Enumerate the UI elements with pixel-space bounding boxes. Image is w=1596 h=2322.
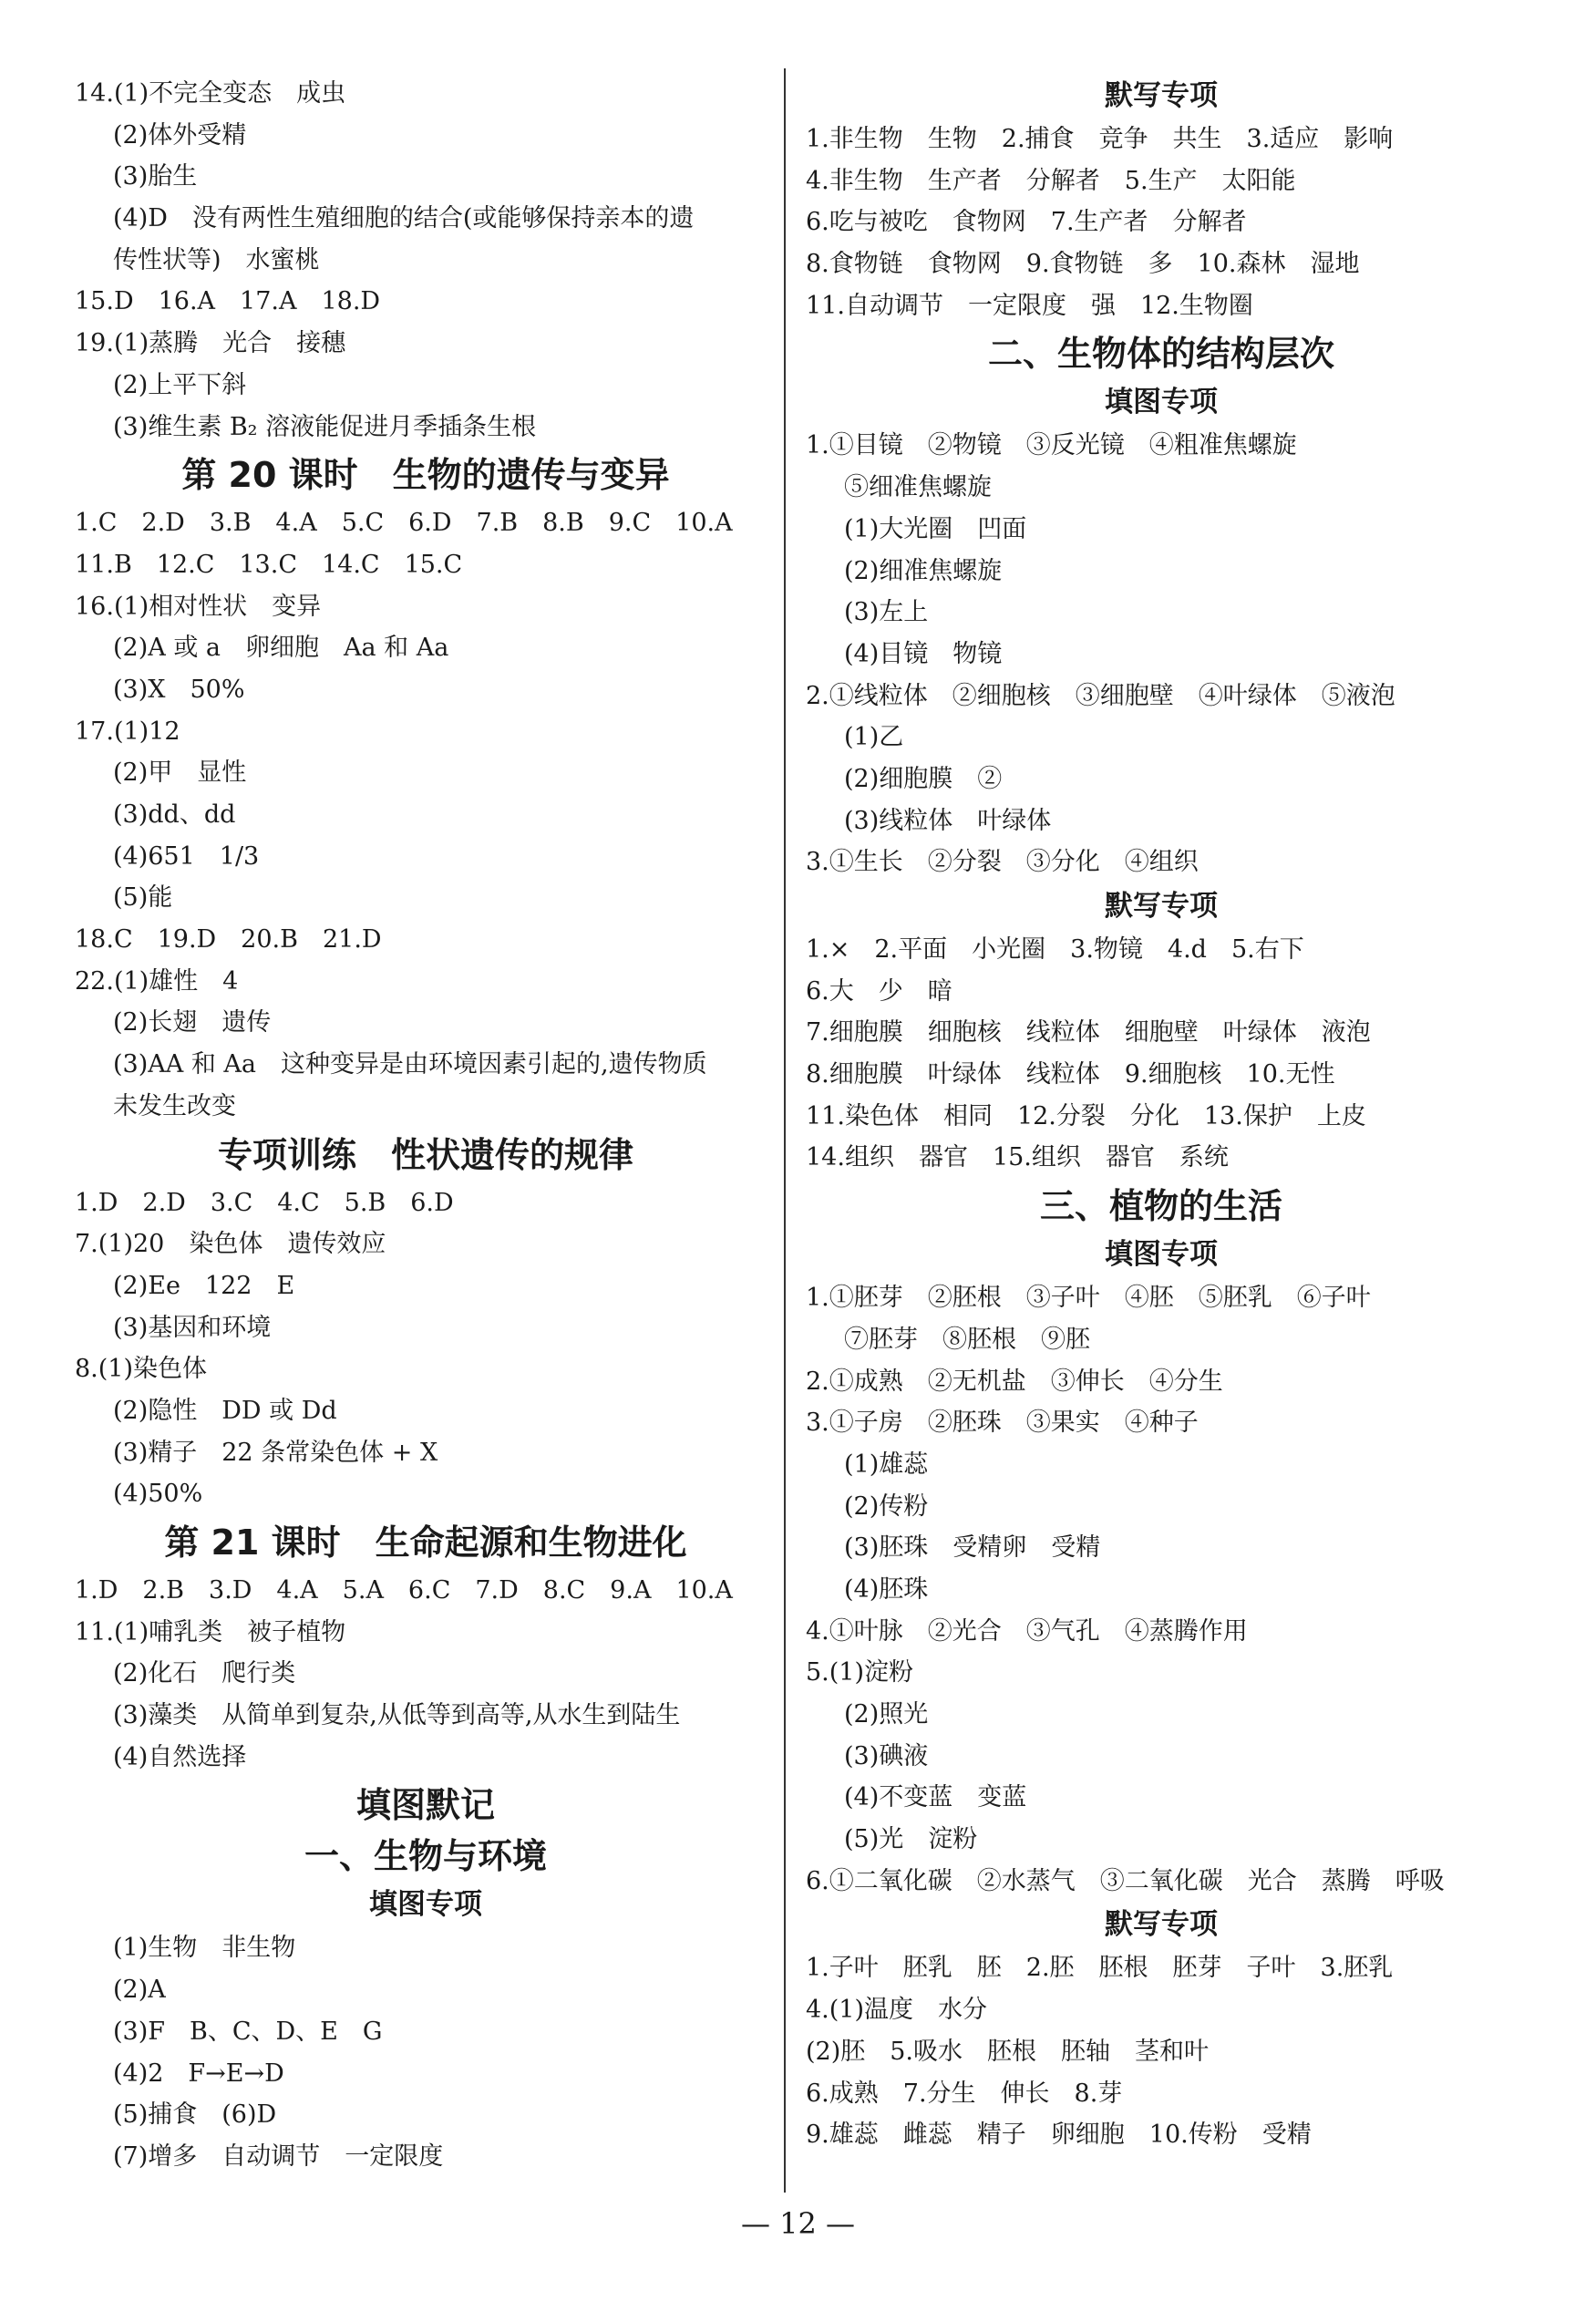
- left-column: [75, 73, 777, 2178]
- answer-subline: (2)传粉: [844, 1491, 929, 1521]
- answer-subline: (4)不变蓝 变蓝: [844, 1783, 1027, 1812]
- answer-line: 9.雄蕊 雌蕊 精子 卵细胞 10.传粉 受精: [806, 2121, 1312, 2150]
- section-heading: 一、生物与环境: [304, 1836, 547, 1877]
- answer-subline: (7)增多 自动调节 一定限度: [113, 2141, 444, 2171]
- answer-line: 1.①胚芽 ②胚根 ③子叶 ④胚 ⑤胚乳 ⑥子叶: [806, 1284, 1371, 1313]
- answer-subline: (3)线粒体 叶绿体: [844, 806, 1052, 835]
- answer-line: 1.× 2.平面 小光圈 3.物镜 4.d 5.右下: [806, 935, 1304, 964]
- answer-line: 1.D 2.B 3.D 4.A 5.A 6.C 7.D 8.C 9.A 10.A: [75, 1576, 733, 1605]
- answer-line: 2.①成熟 ②无机盐 ③伸长 ④分生: [806, 1367, 1223, 1396]
- right-column: [806, 73, 1517, 2156]
- answer-subline: (3)X 50%: [113, 675, 245, 704]
- answer-subline: ⑦胚芽 ⑧胚根 ⑨胚: [844, 1325, 1090, 1354]
- answer-subline: ⑤细准焦螺旋: [844, 473, 992, 502]
- answer-subline: (2)照光: [844, 1700, 929, 1729]
- answer-subline: (2)Ee 122 E: [113, 1271, 295, 1300]
- subsection-heading: 填图专项: [1105, 386, 1218, 419]
- answer-line: 1.D 2.D 3.C 4.C 5.B 6.D: [75, 1188, 454, 1217]
- answer-line: 1.①目镜 ②物镜 ③反光镜 ④粗准焦螺旋: [806, 431, 1297, 460]
- answer-subline: (2)化石 爬行类: [113, 1659, 296, 1688]
- answer-subline: (3)维生素 B₂ 溶液能促进月季插条生根: [113, 412, 537, 441]
- answer-subline: (4)2 F→E→D: [113, 2059, 284, 2088]
- answer-line: 16.(1)相对性状 变异: [75, 592, 322, 621]
- answer-subline: (4)50%: [113, 1480, 203, 1509]
- answer-line: 1.非生物 生物 2.捕食 竞争 共生 3.适应 影响: [806, 125, 1394, 153]
- answer-line: 8.食物链 食物网 9.食物链 多 10.森林 湿地: [806, 250, 1360, 279]
- answer-subline: (2)甲 显性: [113, 759, 247, 788]
- answer-subline: (2)A: [113, 1976, 166, 2005]
- subsection-heading: 默写专项: [1105, 1908, 1218, 1942]
- subsection-heading: 默写专项: [1105, 79, 1218, 112]
- answer-line: 7.细胞膜 细胞核 线粒体 细胞壁 叶绿体 液泡: [806, 1018, 1371, 1047]
- answer-subline: (1)乙: [844, 723, 904, 752]
- answer-line: 18.C 19.D 20.B 21.D: [75, 925, 382, 955]
- answer-line: 3.①子房 ②胚珠 ③果实 ④种子: [806, 1409, 1199, 1438]
- answer-line: 8.细胞膜 叶绿体 线粒体 9.细胞核 10.无性: [806, 1060, 1335, 1089]
- answer-line: 6.吃与被吃 食物网 7.生产者 分解者: [806, 208, 1247, 237]
- answer-subline: (2)细胞膜 ②: [844, 764, 1003, 793]
- section-heading: 填图默记: [355, 1785, 495, 1826]
- answer-subline: (5)光 淀粉: [844, 1825, 978, 1854]
- answer-line: 4.(1)温度 水分: [806, 1996, 988, 2025]
- answer-subline: (2)上平下斜: [113, 370, 247, 399]
- answer-line: 11.自动调节 一定限度 强 12.生物圈: [806, 291, 1253, 320]
- answer-subline: (2)隐性 DD 或 Dd: [113, 1396, 337, 1425]
- answer-line: 7.(1)20 染色体 遗传效应: [75, 1230, 386, 1259]
- answer-subline: (2)细准焦螺旋: [844, 556, 1003, 585]
- answer-subline: 传性状等) 水蜜桃: [113, 245, 320, 274]
- answer-subline: (3)胎生: [113, 162, 198, 191]
- answer-line: 15.D 16.A 17.A 18.D: [75, 287, 381, 316]
- answer-subline: (3)基因和环境: [113, 1313, 272, 1342]
- answer-line: (2)胚 5.吸水 胚根 胚轴 茎和叶: [806, 2037, 1210, 2066]
- answer-line: 19.(1)蒸腾 光合 接穗: [75, 329, 346, 358]
- answer-line: 8.(1)染色体: [75, 1355, 208, 1384]
- answer-line: 17.(1)12: [75, 717, 180, 746]
- answer-subline: (4)胚珠: [844, 1574, 929, 1604]
- section-heading: 专项训练 性状遗传的规律: [217, 1134, 633, 1175]
- answer-subline: (2)体外受精: [113, 120, 247, 150]
- answer-line: 2.①线粒体 ②细胞核 ③细胞壁 ④叶绿体 ⑤液泡: [806, 681, 1395, 710]
- section-heading: 二、生物体的结构层次: [987, 334, 1334, 375]
- answer-subline: (3)F B、C、D、E G: [113, 2017, 383, 2046]
- answer-line: 1.子叶 胚乳 胚 2.胚 胚根 胚芽 子叶 3.胚乳: [806, 1954, 1394, 1983]
- answer-line: 14.(1)不完全变态 成虫: [75, 79, 346, 108]
- answer-subline: (3)AA 和 Aa 这种变异是由环境因素引起的,遗传物质: [113, 1050, 707, 1079]
- answer-subline: 未发生改变: [113, 1091, 236, 1120]
- page-number: — 12 —: [740, 2206, 856, 2241]
- answer-subline: (2)长翅 遗传: [113, 1008, 272, 1037]
- answer-subline: (3)左上: [844, 598, 929, 627]
- section-heading: 三、植物的生活: [1039, 1186, 1282, 1227]
- section-heading: 第 21 课时 生命起源和生物进化: [164, 1522, 687, 1563]
- answer-line: 22.(1)雄性 4: [75, 966, 239, 996]
- answer-subline: (3)精子 22 条常染色体 + X: [113, 1438, 438, 1467]
- answer-subline: (1)大光圈 凹面: [844, 514, 1027, 543]
- answer-subline: (4)目镜 物镜: [844, 639, 1003, 668]
- answer-line: 11.染色体 相同 12.分裂 分化 13.保护 上皮: [806, 1101, 1366, 1130]
- answer-subline: (1)雄蕊: [844, 1450, 929, 1479]
- answer-subline: (1)生物 非生物: [113, 1934, 296, 1963]
- answer-subline: (3)碘液: [844, 1741, 929, 1770]
- answer-line: 6.成熟 7.分生 伸长 8.芽: [806, 2079, 1123, 2108]
- answer-subline: (2)A 或 a 卵细胞 Aa 和 Aa: [113, 634, 449, 663]
- answer-subline: (4)自然选择: [113, 1742, 247, 1771]
- subsection-heading: 填图专项: [1105, 1238, 1218, 1272]
- subsection-heading: 默写专项: [1105, 890, 1218, 923]
- answer-line: 4.非生物 生产者 分解者 5.生产 太阳能: [806, 166, 1296, 195]
- answer-line: 6.①二氧化碳 ②水蒸气 ③二氧化碳 光合 蒸腾 呼吸: [806, 1866, 1445, 1895]
- answer-line: 1.C 2.D 3.B 4.A 5.C 6.D 7.B 8.B 9.C 10.A: [75, 509, 733, 538]
- answer-line: 6.大 少 暗: [806, 976, 952, 1006]
- answer-subline: (5)能: [113, 883, 173, 913]
- answer-line: 11.(1)哺乳类 被子植物: [75, 1617, 346, 1646]
- answer-line: 14.组织 器官 15.组织 器官 系统: [806, 1143, 1229, 1172]
- column-divider: [784, 68, 786, 2193]
- answer-subline: (4)D 没有两性生殖细胞的结合(或能够保持亲本的遗: [113, 204, 695, 233]
- section-heading: 第 20 课时 生物的遗传与变异: [181, 455, 670, 496]
- answer-line: 3.①生长 ②分裂 ③分化 ④组织: [806, 848, 1199, 877]
- answer-subline: (3)藻类 从简单到复杂,从低等到高等,从水生到陆生: [113, 1701, 681, 1730]
- answer-subline: (3)dd、dd: [113, 800, 236, 829]
- answer-subline: (4)651 1/3: [113, 841, 260, 871]
- answer-subline: (3)胚珠 受精卵 受精: [844, 1533, 1101, 1563]
- answer-line: 5.(1)淀粉: [806, 1658, 914, 1687]
- answer-subline: (5)捕食 (6)D: [113, 2100, 277, 2130]
- subsection-heading: 填图专项: [369, 1888, 482, 1922]
- answer-line: 4.①叶脉 ②光合 ③气孔 ④蒸腾作用: [806, 1616, 1248, 1646]
- answer-line: 11.B 12.C 13.C 14.C 15.C: [75, 550, 463, 579]
